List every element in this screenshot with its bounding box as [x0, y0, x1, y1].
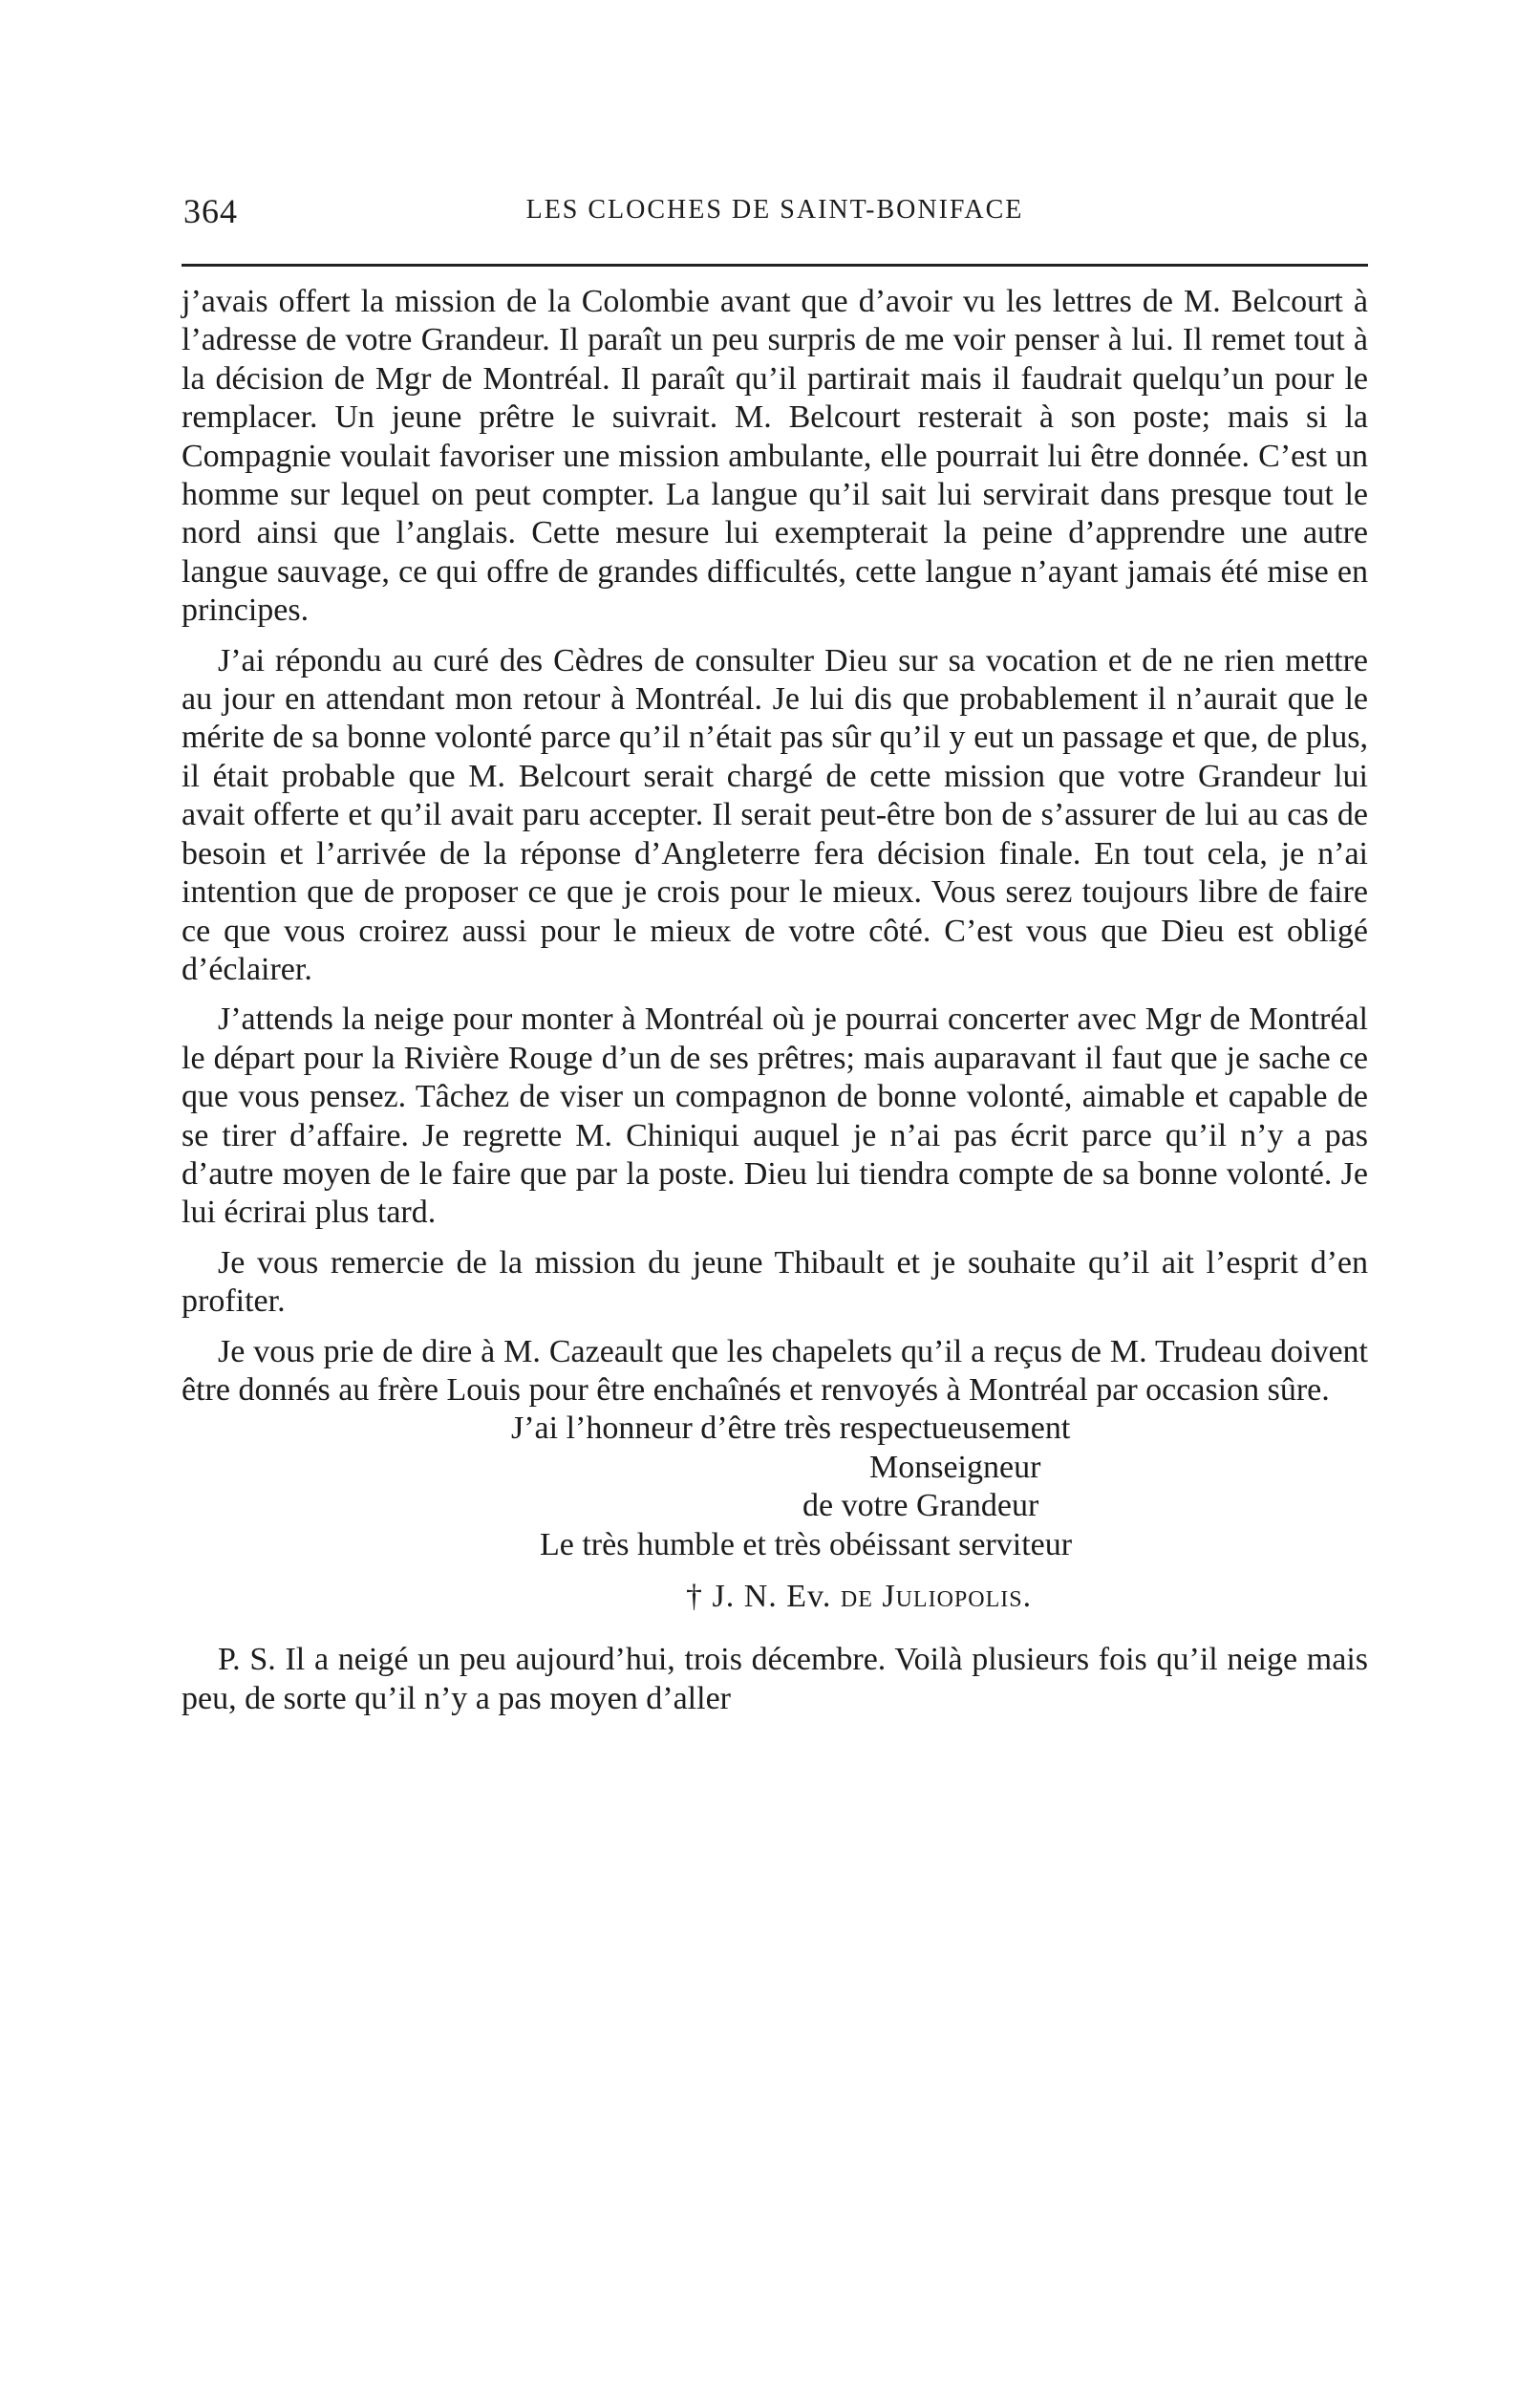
signature [182, 1578, 1368, 1616]
signature-see: de Juliopolis. [840, 1579, 1033, 1614]
paragraph-3: J’attends la neige pour monter à Montréal où je pourrai concerter avec Mgr de Montréal le départ pour la Rivière Rouge d’un de ses prêtres; mais auparavant il faut que je sache ce que vous pensez. Tâchez de viser un compagnon de bonne volonté, aimable et capable de se tirer d’affaire. Je regrette M. Chiniqui auquel je n’ai pas écrit parce qu’il n’y a pas d’autre moyen de le faire que par la poste. Dieu lui tiendra compte de sa bonne volonté. Je lui écrirai plus tard. [182, 1001, 1368, 1231]
postscript: P. S. Il a neigé un peu aujourd’hui, trois décembre. Voilà plusieurs fois qu’il neige mais peu, de sorte qu’il n’y a pas moyen d’aller [182, 1642, 1368, 1716]
paragraph-2: J’ai répondu au curé des Cèdres de consulter Dieu sur sa vocation et de ne rien mettre au jour en attendant mon retour à Montréal. Je lui dis que probablement il n’aurait que le mérite de sa bonne volonté parce qu’il n’était pas sûr qu’il y eut un passage et que, de plus, il était probable que M. Belcourt serait chargé de cette mission que votre Grandeur lui avait offerte et qu’il avait paru accepter. Il serait peut-être bon de s’assurer de lui au cas de besoin et l’arrivée de la réponse d’Angleterre fera décision finale. En tout cela, je n’ai intention que de proposer ce que je crois pour le mieux. Vous serez toujours libre de faire ce que vous croirez aussi pour le mieux de votre côté. C’est vous que Dieu est obligé d’éclairer. [182, 642, 1368, 987]
running-head [183, 191, 1366, 241]
running-title: LES CLOCHES DE SAINT-BONIFACE [525, 195, 1024, 225]
dagger-mark: † [686, 1579, 703, 1614]
closing-line-2: Monseigneur [869, 1449, 1041, 1485]
closing-line-3: de votre Grandeur [802, 1488, 1039, 1524]
closing-line-4: Le très humble et très obéissant serviteur [540, 1526, 1073, 1562]
paragraph-5: Je vous prie de dire à M. Cazeault que les chapelets qu’il a reçus de M. Trudeau doivent être donnés au frère Louis pour être enchaînés et renvoyés à Montréal par occasion sûre. [182, 1333, 1368, 1408]
paragraph-4: Je vous remercie de la mission du jeune Thibault et je souhaite qu’il ait l’esprit d’en profiter. [182, 1244, 1368, 1320]
header-rule [182, 264, 1368, 267]
letter-closing [182, 1410, 1368, 1564]
letter-body [182, 283, 1368, 1718]
closing-line-1: J’ai l’honneur d’être très respectueusement [511, 1410, 1071, 1447]
paragraph-1: j’avais offert la mission de la Colombie avant que d’avoir vu les lettres de M. Belcourt à l’adresse de votre Grandeur. Il paraît un peu surpris de me voir penser à lui. Il remet tout à la décision de Mgr de Montréal. Il paraît qu’il partirait mais il faudrait quelqu’un pour le remplacer. Un jeune prêtre le suivrait. M. Belcourt resterait à son poste; mais si la Compagnie voulait favoriser une mission ambulante, elle pourrait lui être donnée. C’est un homme sur lequel on peut compter. La langue qu’il sait lui servirait dans presque tout le nord ainsi que l’anglais. Cette mesure lui exempterait la peine d’apprendre une autre langue sauvage, ce qui offre de grandes difficultés, cette langue n’ayant jamais été mise en principes. [182, 284, 1368, 629]
page-number: 364 [183, 192, 238, 230]
signature-initials: J. N. Ev. [712, 1579, 832, 1614]
